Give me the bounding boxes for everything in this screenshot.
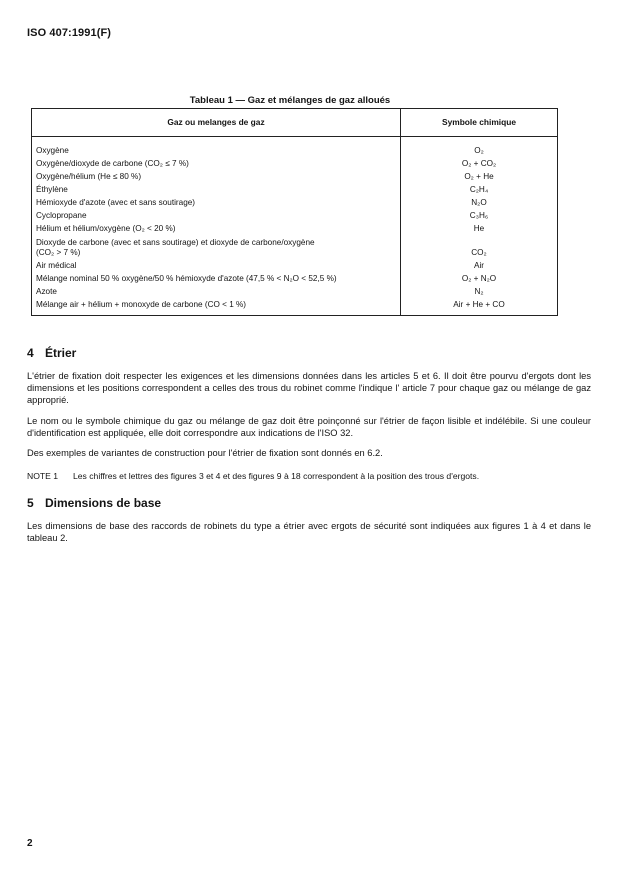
gas-cell: Air médical bbox=[32, 258, 401, 271]
gas-cell: Oxygène/dioxyde de carbone (CO₂ ≤ 7 %) bbox=[32, 156, 401, 169]
column-header-symbol: Symbole chimique bbox=[401, 109, 558, 137]
paragraph: Des exemples de variantes de construction pour l'étrier de fixation sont donnés en 6.2. bbox=[27, 448, 383, 458]
section-5-heading bbox=[27, 496, 161, 510]
table-row bbox=[32, 195, 558, 208]
table-row bbox=[32, 284, 558, 297]
gas-cell: Éthylène bbox=[32, 182, 401, 195]
gas-table bbox=[31, 108, 558, 316]
symbol-cell: O₂ + He bbox=[401, 169, 558, 182]
symbol-cell: He bbox=[401, 221, 558, 234]
table-row bbox=[32, 234, 558, 258]
symbol-cell: N₂O bbox=[401, 195, 558, 208]
note-text: Les chiffres et lettres des figures 3 et 4 et des figures 9 à 18 correspondent à la position des trous d'ergots. bbox=[73, 471, 480, 481]
paragraph: Les dimensions de base des raccords de robinets du type a étrier avec ergots de sécurité sont indiquées aux figures 1 à 4 et dans le tableau 2. bbox=[27, 521, 591, 543]
table-row bbox=[32, 137, 558, 157]
section-number: 5 bbox=[27, 496, 34, 510]
note-label: NOTE 1 bbox=[27, 471, 59, 481]
section-4-heading bbox=[27, 346, 76, 360]
symbol-cell: C₂H₄ bbox=[401, 182, 558, 195]
gas-cell bbox=[32, 234, 401, 258]
table-row bbox=[32, 271, 558, 284]
paragraph: Le nom ou le symbole chimique du gaz ou mélange de gaz doit être poinçonné sur l'étrier de façon lisible et indélébile. Si une couleur d'identification est appliquée, elle doit correspondre aux indications de l'ISO 32. bbox=[27, 416, 591, 438]
paragraph: L'étrier de fixation doit respecter les exigences et les dimensions données dans les articles 5 et 6. Il doit être pourvu d'ergots dont les dimensions et les positions correspondent a celles des trous du robinet comme l'indique l' article 7 pour chaque gaz ou mélange de gaz approprié. bbox=[27, 371, 591, 405]
gas-cell: Hémioxyde d'azote (avec et sans soutirage) bbox=[32, 195, 401, 208]
table-header-row bbox=[32, 109, 558, 137]
gas-cell: Oxygène/hélium (He ≤ 80 %) bbox=[32, 169, 401, 182]
table-row bbox=[32, 182, 558, 195]
table-row bbox=[32, 221, 558, 234]
gas-cell: Mélange nominal 50 % oxygène/50 % hémioxyde d'azote (47,5 % < N₂O < 52,5 %) bbox=[32, 271, 401, 284]
gas-cell: Mélange air + hélium + monoxyde de carbone (CO < 1 %) bbox=[32, 297, 401, 316]
symbol-cell: CO₂ bbox=[401, 234, 558, 258]
column-header-gas: Gaz ou melanges de gaz bbox=[32, 109, 401, 137]
symbol-cell: C₃H₆ bbox=[401, 208, 558, 221]
table-row bbox=[32, 208, 558, 221]
section-title: Dimensions de base bbox=[45, 496, 162, 510]
symbol-cell: O₂ + N₂O bbox=[401, 271, 558, 284]
page-number: 2 bbox=[27, 838, 33, 849]
section-title: Étrier bbox=[45, 346, 77, 360]
gas-cell: Cyclopropane bbox=[32, 208, 401, 221]
gas-cell: Azote bbox=[32, 284, 401, 297]
symbol-cell: N₂ bbox=[401, 284, 558, 297]
table-caption: Tableau 1 — Gaz et mélanges de gaz alloués bbox=[189, 95, 391, 106]
table-row bbox=[32, 258, 558, 271]
gas-cell: Hélium et hélium/oxygène (O₂ < 20 %) bbox=[32, 221, 401, 234]
symbol-cell: O₂ bbox=[401, 137, 558, 157]
symbol-cell: Air + He + CO bbox=[401, 297, 558, 316]
table-row bbox=[32, 297, 558, 316]
symbol-cell: O₂ + CO₂ bbox=[401, 156, 558, 169]
note bbox=[27, 470, 591, 482]
gas-cell-line: Dioxyde de carbone (avec et sans soutirage) et dioxyde de carbone/oxygène bbox=[36, 237, 315, 247]
table-row bbox=[32, 169, 558, 182]
gas-cell: Oxygène bbox=[32, 137, 401, 157]
section-number: 4 bbox=[27, 346, 34, 360]
standard-header: ISO 407:1991(F) bbox=[27, 27, 112, 39]
gas-cell-line: (CO₂ > 7 %) bbox=[36, 247, 81, 257]
symbol-cell: Air bbox=[401, 258, 558, 271]
table-row bbox=[32, 156, 558, 169]
